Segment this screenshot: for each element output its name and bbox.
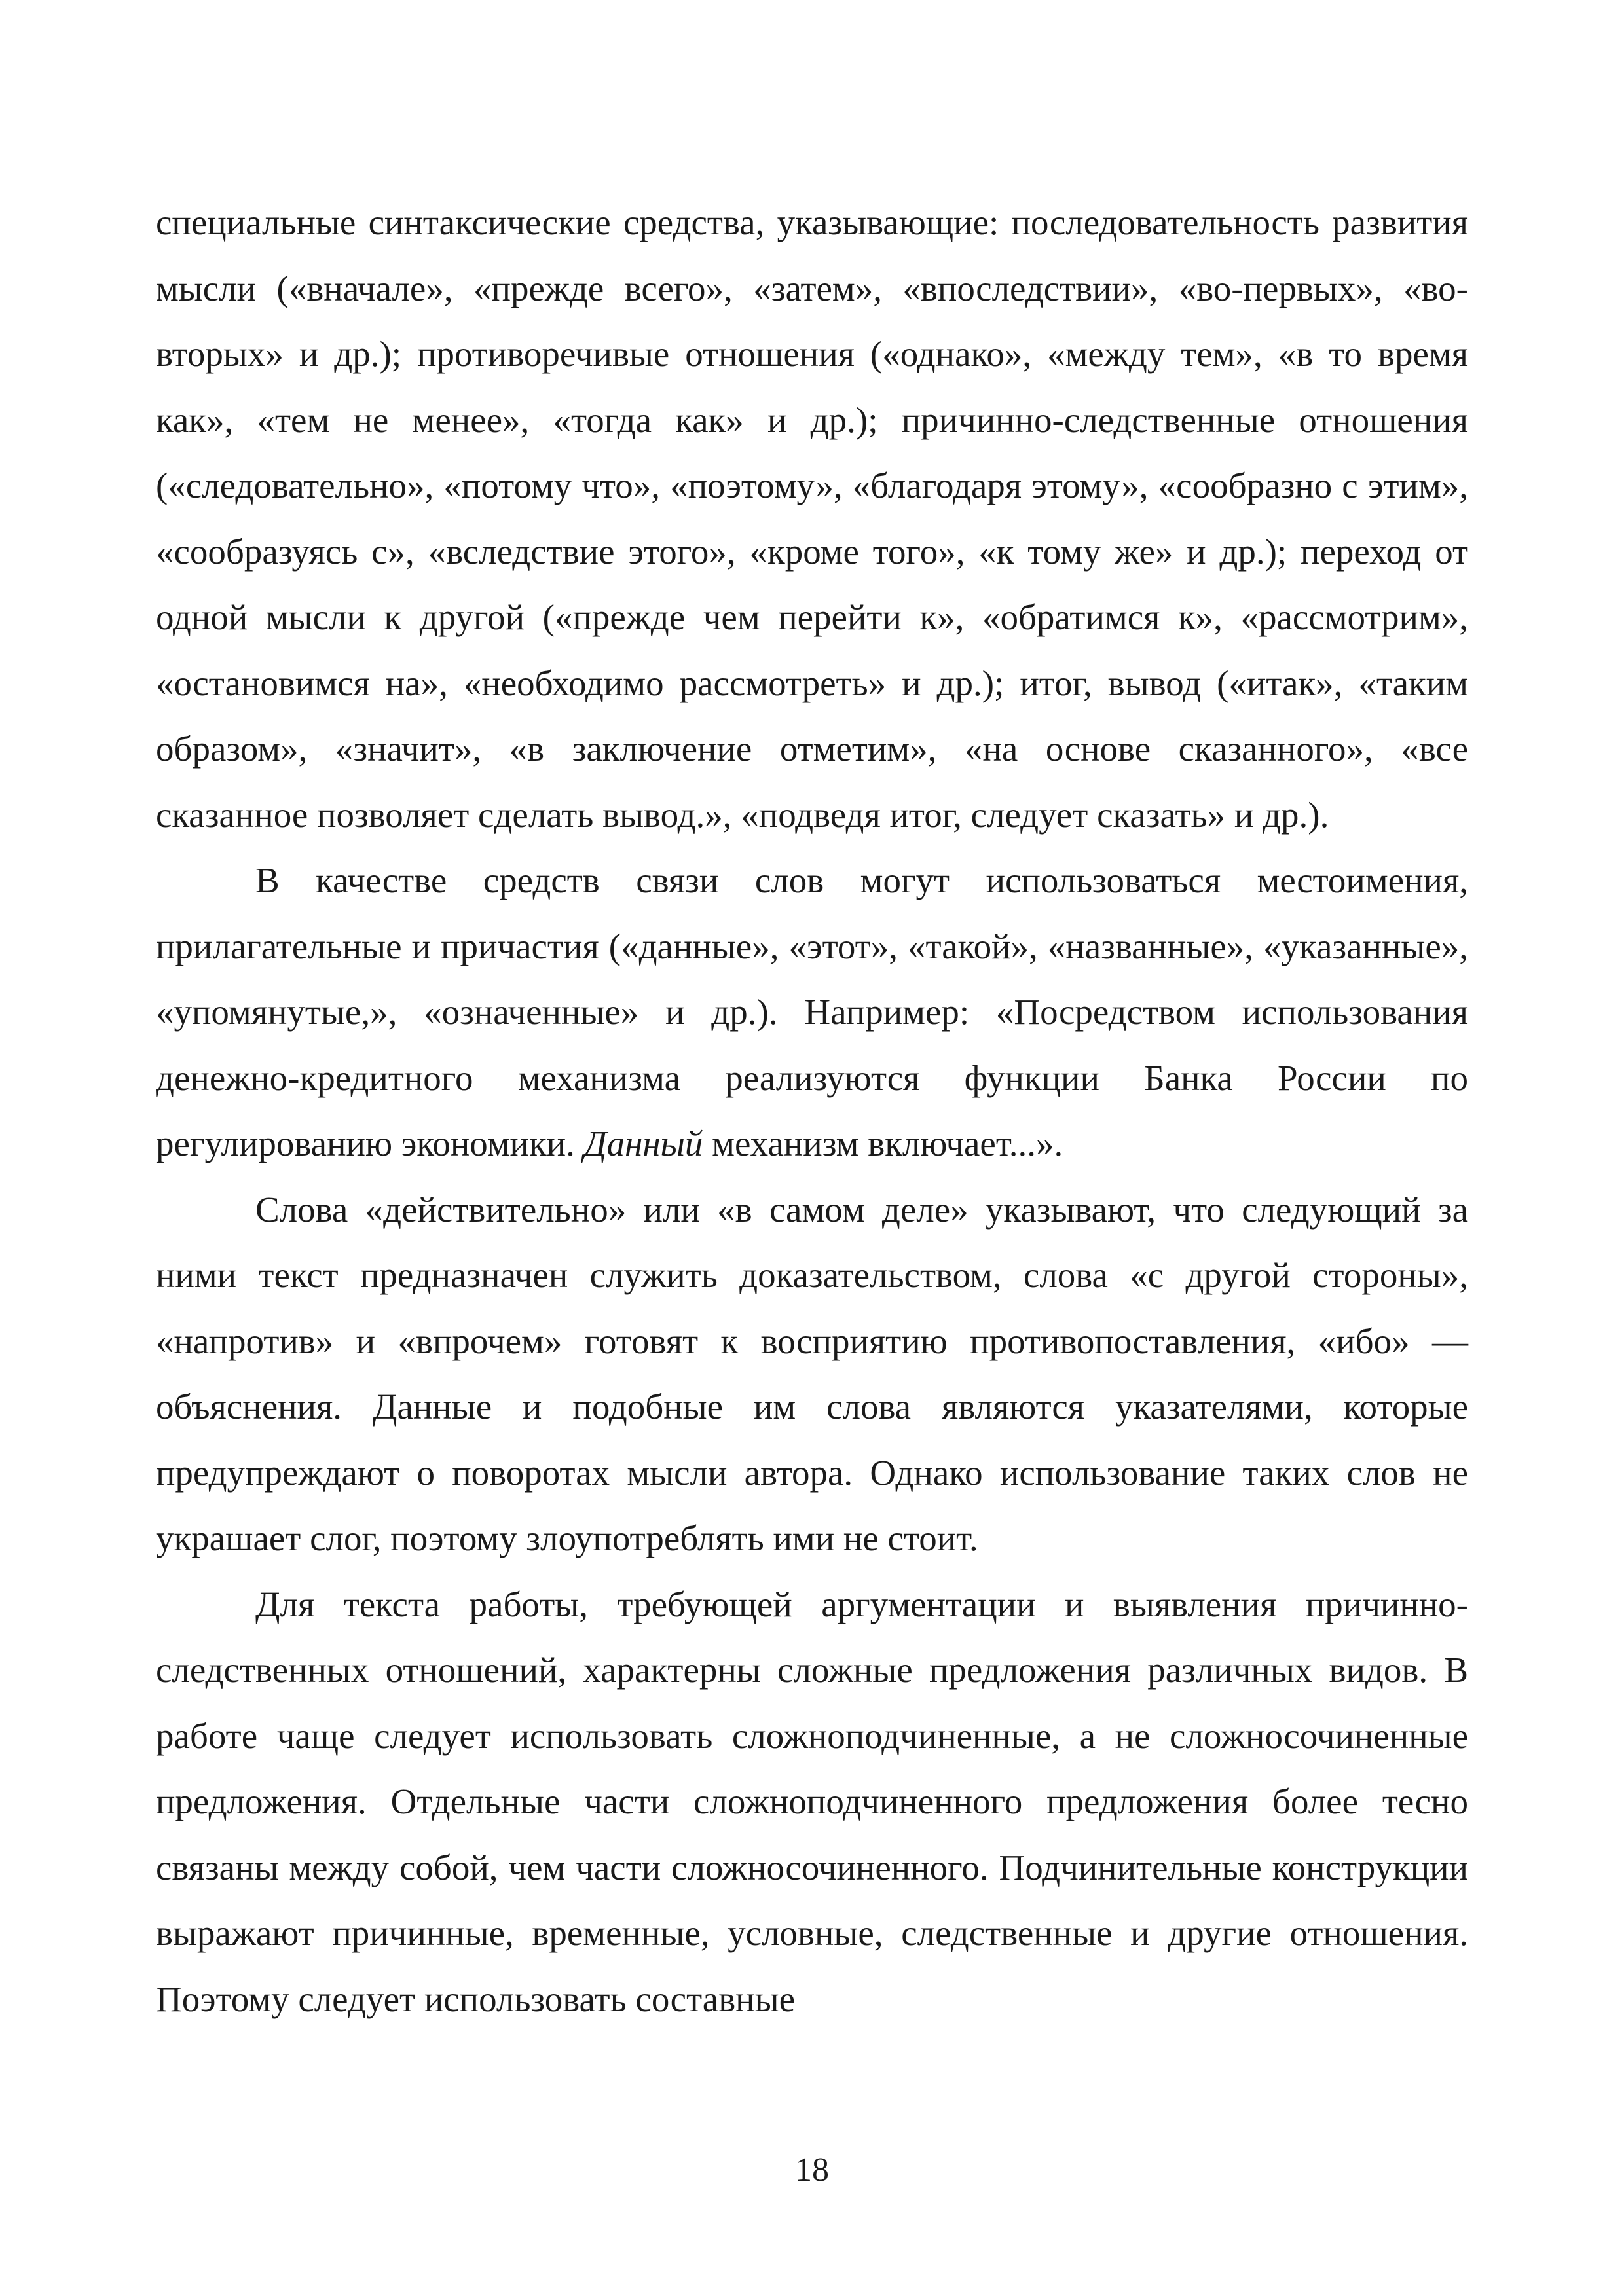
- paragraph-2-text-after: механизм включает...».: [703, 1123, 1063, 1163]
- paragraph-1: специальные синтаксические средства, указывающие: последовательность развития мысли («вначале», «прежде всего», «затем», «впоследствии», «во-первых», «во-вторых» и др.); противоречивые отношения («однако», «между тем», «в то время как», «тем не менее», «тогда как» и др.); причинно-следственные отношения («следовательно», «потому что», «поэтому», «благодаря этому», «сообразно с этим», «сообразуясь с», «вследствие этого», «кроме того», «к тому же» и др.); переход от одной мысли к другой («прежде чем перейти к», «обратимся к», «рассмотрим», «остановимся на», «необходимо рассмотреть» и др.); итог, вывод («итак», «таким образом», «значит», «в заключение отметим», «на основе сказанного», «все сказанное позволяет сделать вывод.», «подведя итог, следует сказать» и др.).: [156, 202, 1468, 835]
- paragraph-2-text-before: В качестве средств связи слов могут использоваться местоимения, прилагательные и причастия («данные», «этот», «такой», «названные», «указанные», «упомянутые,», «означенные» и др.). Например: «Посредством использования денежно-кредитного механизма реализуются функции Банка России по регулированию экономики.: [156, 860, 1468, 1163]
- paragraph-3: Слова «действительно» или «в самом деле» указывают, что следующий за ними текст предназначен служить доказательством, слова «с другой стороны», «напротив» и «впрочем» готовят к восприятию противопоставления, «ибо» — объяснения. Данные и подобные им слова являются указателями, которые предупреждают о поворотах мысли автора. Однако использование таких слов не украшает слог, поэтому злоупотреблять ими не стоит.: [156, 1189, 1468, 1558]
- paragraph-2: [156, 848, 1468, 1177]
- paragraph-2-italic-word: Данный: [583, 1123, 703, 1163]
- page-number: 18: [795, 2151, 829, 2189]
- document-body: [156, 190, 1468, 2032]
- paragraph-4: Для текста работы, требующей аргументации и выявления причинно-следственных отношений, характерны сложные предложения различных видов. В работе чаще следует использовать сложноподчиненные, а не сложносочиненные предложения. Отдельные части сложноподчиненного предложения более тесно связаны между собой, чем части сложносочиненного. Подчинительные конструкции выражают причинные, временные, условные, следственные и другие отношения. Поэтому следует использовать составные: [156, 1584, 1468, 2019]
